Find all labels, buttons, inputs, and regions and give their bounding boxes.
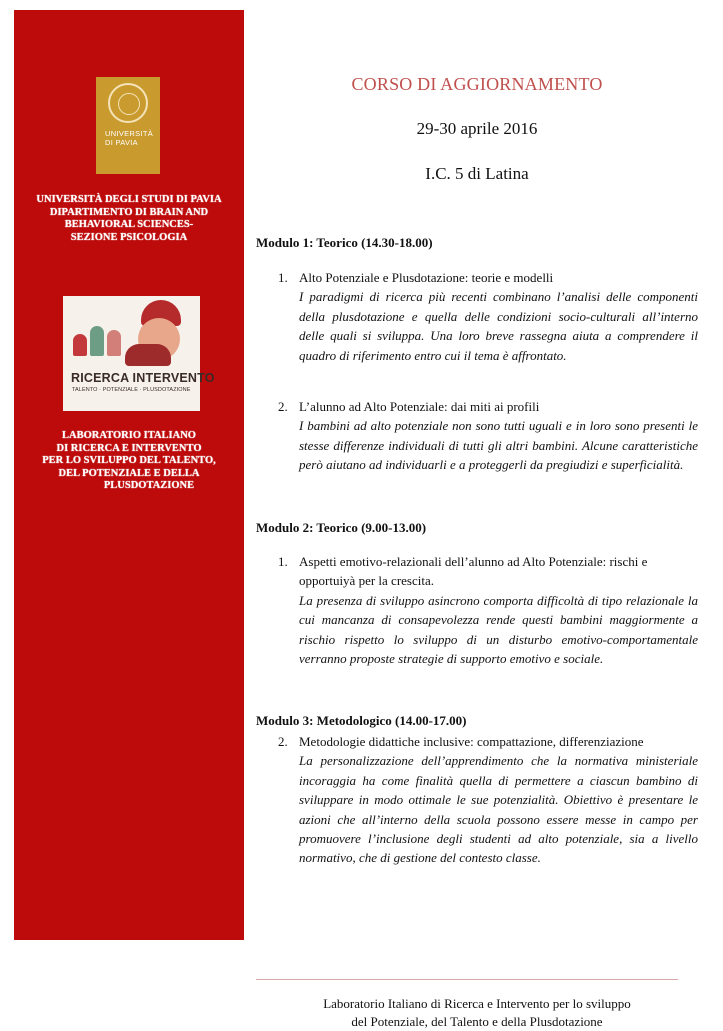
item-description: La presenza di sviluppo asincrono comporta difficoltà di tipo relazionale la cui mancanza di consapevolezza rende questi bambini maggiormente a rischio rispetto lo sviluppo di un disturbo emotivo-comportamentale verranno proposte strategie di supporto emotivo e sociale. — [299, 592, 698, 667]
logo-shape-red — [73, 334, 87, 356]
university-seal-icon — [108, 83, 148, 123]
footer-line-2: del Potenziale, del Talento e della Plusdotazione — [351, 1014, 603, 1029]
module-2-item-1 — [278, 552, 698, 668]
logo-shape-pink — [107, 330, 121, 356]
footer-divider — [256, 979, 678, 980]
item-number: 1. — [278, 270, 288, 285]
module-3-heading: Modulo 3: Metodologico (14.00-17.00) — [256, 713, 467, 728]
item-number: 2. — [278, 734, 288, 749]
university-of-pavia-logo — [96, 77, 160, 174]
lab-name-line: LABORATORIO ITALIANO — [62, 430, 196, 441]
item-description: I paradigmi di ricerca più recenti combinano l’analisi delle componenti della plusdotazione e quella delle condizioni socio-culturali all’interno delle quali si sviluppa. Una loro breve rassegna aiuta a comprendere il quadro di riferimento entro cui il tema è affrontato. — [299, 289, 698, 363]
item-heading: L’alunno ad Alto Potenziale: dai miti ai profili — [299, 399, 540, 414]
course-place: I.C. 5 di Latina — [425, 164, 529, 183]
laboratory-name-block — [14, 430, 244, 493]
lab-logo-title: RICERCA INTERVENTO — [71, 371, 215, 385]
lab-name-line: PLUSDOTAZIONE — [103, 480, 195, 491]
module-3-item-1 — [278, 732, 698, 868]
item-description: I bambini ad alto potenziale non sono tutti uguali e in loro sono presenti le stesse differenze individuali di tutti gli altri bambini. Alcune caratteristiche però aiutano ad individuarli e a proteggerli da pregiudizi e superficialità. — [299, 418, 698, 473]
logo-shape-green — [90, 326, 104, 356]
item-heading: Alto Potenziale e Plusdotazione: teorie e modelli — [299, 270, 554, 285]
footer — [256, 995, 698, 1031]
logo-line-1: UNIVERSITÀ — [105, 129, 154, 138]
item-number: 1. — [278, 554, 288, 569]
university-line: DIPARTIMENTO DI BRAIN AND — [49, 206, 209, 218]
lab-name-line: PER LO SVILUPPO DEL TALENTO, — [42, 455, 216, 466]
module-1-heading: Modulo 1: Teorico (14.30-18.00) — [256, 235, 433, 250]
university-line: SEZIONE PSICOLOGIA — [70, 231, 188, 243]
university-line: BEHAVIORAL SCIENCES- — [64, 219, 194, 230]
item-number: 2. — [278, 399, 288, 414]
course-title: CORSO DI AGGIORNAMENTO — [351, 74, 603, 94]
university-line: UNIVERSITÀ DEGLI STUDI DI PAVIA — [36, 194, 222, 205]
lab-logo-subtitle: TALENTO · POTENZIALE · PLUSDOTAZIONE — [72, 387, 191, 393]
module-2-heading: Modulo 2: Teorico (9.00-13.00) — [256, 520, 427, 535]
ricerca-intervento-logo — [63, 296, 215, 411]
lab-name-line: DEL POTENZIALE E DELLA — [58, 467, 200, 479]
footer-line-1: Laboratorio Italiano di Ricerca e Intervento per lo sviluppo — [323, 996, 631, 1011]
item-heading: Aspetti emotivo-relazionali dell’alunno ad Alto Potenziale: rischi e opportuiyà per la crescita. — [299, 554, 648, 589]
lab-name-line: DI RICERCA E INTERVENTO — [56, 442, 202, 454]
logo-line-2: DI PAVIA — [105, 138, 138, 147]
module-1-item-1 — [278, 268, 698, 365]
item-description: La personalizzazione dell’apprendimento che la normativa ministeriale incoraggia ha come finalità quella di permettere a ciascun bambino di sviluppare in modo ottimale le sue potenzialità. Obiettivo è presentare le azioni che all’interno della scuola possono essere messe in campo per promuovere l’inclusione degli studenti ad alto potenziale, sia a livello normativo, che di gestione del contesto classe. — [299, 753, 698, 866]
item-heading: Metodologie didattiche inclusive: compattazione, differenziazione — [299, 734, 644, 749]
course-date: 29-30 aprile 2016 — [416, 119, 538, 138]
logo-body-shape — [125, 344, 171, 366]
module-1-item-2 — [278, 397, 698, 475]
university-department-block — [14, 194, 244, 244]
